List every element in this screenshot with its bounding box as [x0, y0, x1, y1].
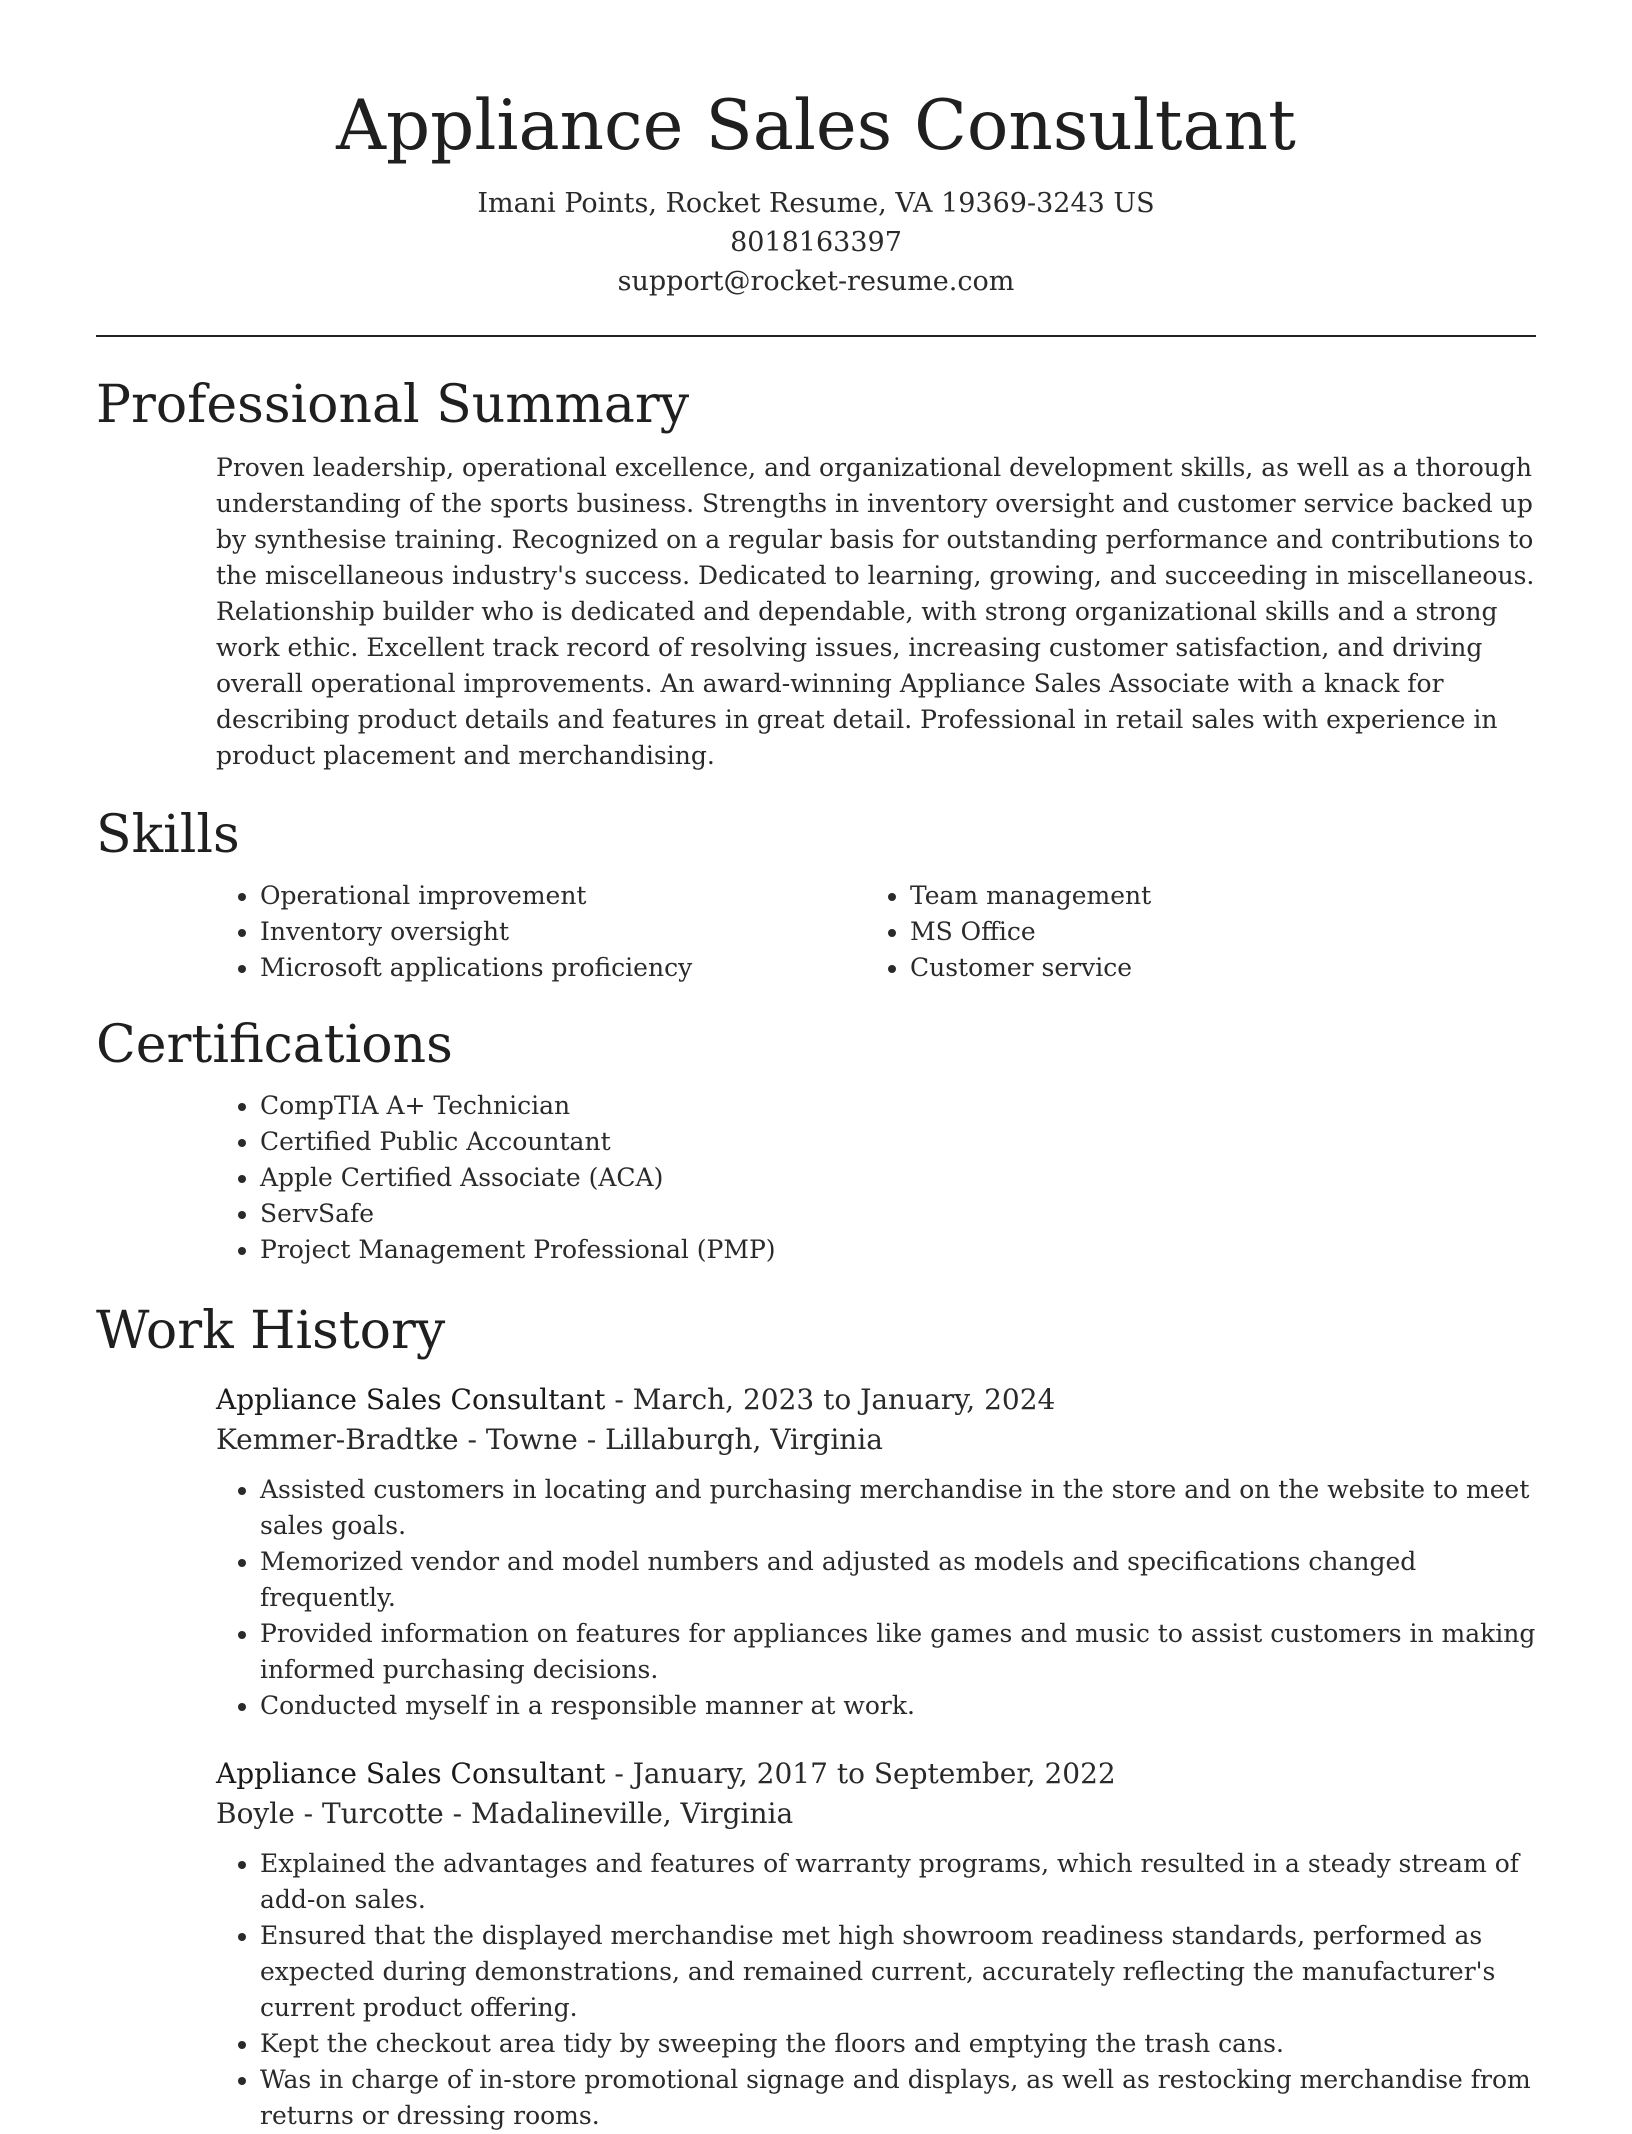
job-company-line	[216, 1420, 1536, 1460]
job-bullet: • Memorized vendor and model numbers and adjusted as models and specifications changed frequently.	[260, 1544, 1536, 1616]
job-company-line	[216, 1794, 1536, 1834]
certifications-list	[216, 1088, 1536, 1268]
job-entry	[216, 1380, 1536, 1724]
job-bullet: • Ensured that the displayed merchandise met high showroom readiness standards, performed as expected during demonstrations, and remained current, accurately reflecting the manufacturer's current product offering.	[260, 1918, 1536, 2026]
job-title-line	[216, 1754, 1536, 1794]
resume-name: Appliance Sales Consultant	[336, 86, 1296, 166]
job-bullet: • Kept the checkout area tidy by sweeping the floors and emptying the trash cans.	[260, 2026, 1536, 2062]
summary-section	[96, 370, 1536, 774]
certifications-section	[96, 1010, 1536, 1268]
certifications-body	[216, 1088, 1536, 1268]
resume-header	[96, 0, 1536, 301]
job-location: - Lillaburgh, Virginia	[577, 1423, 883, 1456]
summary-text: Proven leadership, operational excellence, and organizational development skills, as well as a thorough understanding of the sports business. Strengths in inventory oversight and customer service backed up by synthesise training. Recognized on a regular basis for outstanding performance and contributions to the miscellaneous industry's success. Dedicated to learning, growing, and succeeding in miscellaneous. Relationship builder who is dedicated and dependable, with strong organizational skills and a strong work ethic. Excellent track record of resolving issues, increasing customer satisfaction, and driving overall operational improvements. An award-winning Appliance Sales Associate with a knack for describing product details and features in great detail. Professional in retail sales with experience in product placement and merchandising.	[216, 453, 1535, 770]
certification-item: • ServSafe	[260, 1196, 1536, 1232]
skills-columns	[216, 878, 1536, 986]
contact-address: Imani Points, Rocket Resume, VA 19369-3243 US	[477, 188, 1155, 219]
skills-section	[96, 800, 1536, 986]
skill-item: • MS Office	[910, 914, 1516, 950]
job-bullet: • Conducted myself in a responsible manner at work.	[260, 1688, 1536, 1724]
summary-heading: Professional Summary	[96, 375, 690, 435]
job-company: Boyle - Turcotte	[216, 1797, 444, 1830]
job-bullets	[216, 1846, 1536, 2134]
job-location: - Madalineville, Virginia	[443, 1797, 794, 1830]
job-title-line	[216, 1380, 1536, 1420]
job-title: Appliance Sales Consultant	[216, 1757, 606, 1790]
work-history-section	[96, 1296, 1536, 2134]
job-entry	[216, 1754, 1536, 2134]
skill-item: • Microsoft applications proficiency	[260, 950, 866, 986]
job-bullet: • Was in charge of in-store promotional signage and displays, as well as restocking merchandise from returns or dressing rooms.	[260, 2062, 1536, 2134]
header-divider	[96, 335, 1536, 337]
skills-list-right	[866, 878, 1516, 986]
certifications-heading: Certifications	[96, 1015, 453, 1075]
skills-list-left	[216, 878, 866, 986]
contact-phone: 8018163397	[730, 227, 902, 258]
job-dates: - March, 2023 to January, 2024	[605, 1383, 1056, 1416]
job-title: Appliance Sales Consultant	[216, 1383, 606, 1416]
skills-heading: Skills	[96, 805, 240, 865]
certification-item: • Certified Public Accountant	[260, 1124, 1536, 1160]
certification-item: • CompTIA A+ Technician	[260, 1088, 1536, 1124]
contact-email: support@rocket-resume.com	[617, 266, 1015, 297]
job-dates: - January, 2017 to September, 2022	[605, 1757, 1116, 1790]
skill-item: • Customer service	[910, 950, 1516, 986]
skill-item: • Operational improvement	[260, 878, 866, 914]
job-bullet: • Assisted customers in locating and purchasing merchandise in the store and on the website to meet sales goals.	[260, 1472, 1536, 1544]
contact-block	[96, 184, 1536, 301]
work-history-heading: Work History	[96, 1301, 446, 1361]
skills-column-left	[216, 878, 866, 986]
certification-item: • Apple Certified Associate (ACA)	[260, 1160, 1536, 1196]
skill-item: • Inventory oversight	[260, 914, 866, 950]
resume-page	[96, 0, 1536, 2134]
skills-column-right	[866, 878, 1516, 986]
skill-item: • Team management	[910, 878, 1516, 914]
job-bullet: • Explained the advantages and features of warranty programs, which resulted in a steady stream of add-on sales.	[260, 1846, 1536, 1918]
certification-item: • Project Management Professional (PMP)	[260, 1232, 1536, 1268]
job-bullet: • Provided information on features for appliances like games and music to assist customers in making informed purchasing decisions.	[260, 1616, 1536, 1688]
job-company: Kemmer-Bradtke - Towne	[216, 1423, 578, 1456]
job-bullets	[216, 1472, 1536, 1724]
